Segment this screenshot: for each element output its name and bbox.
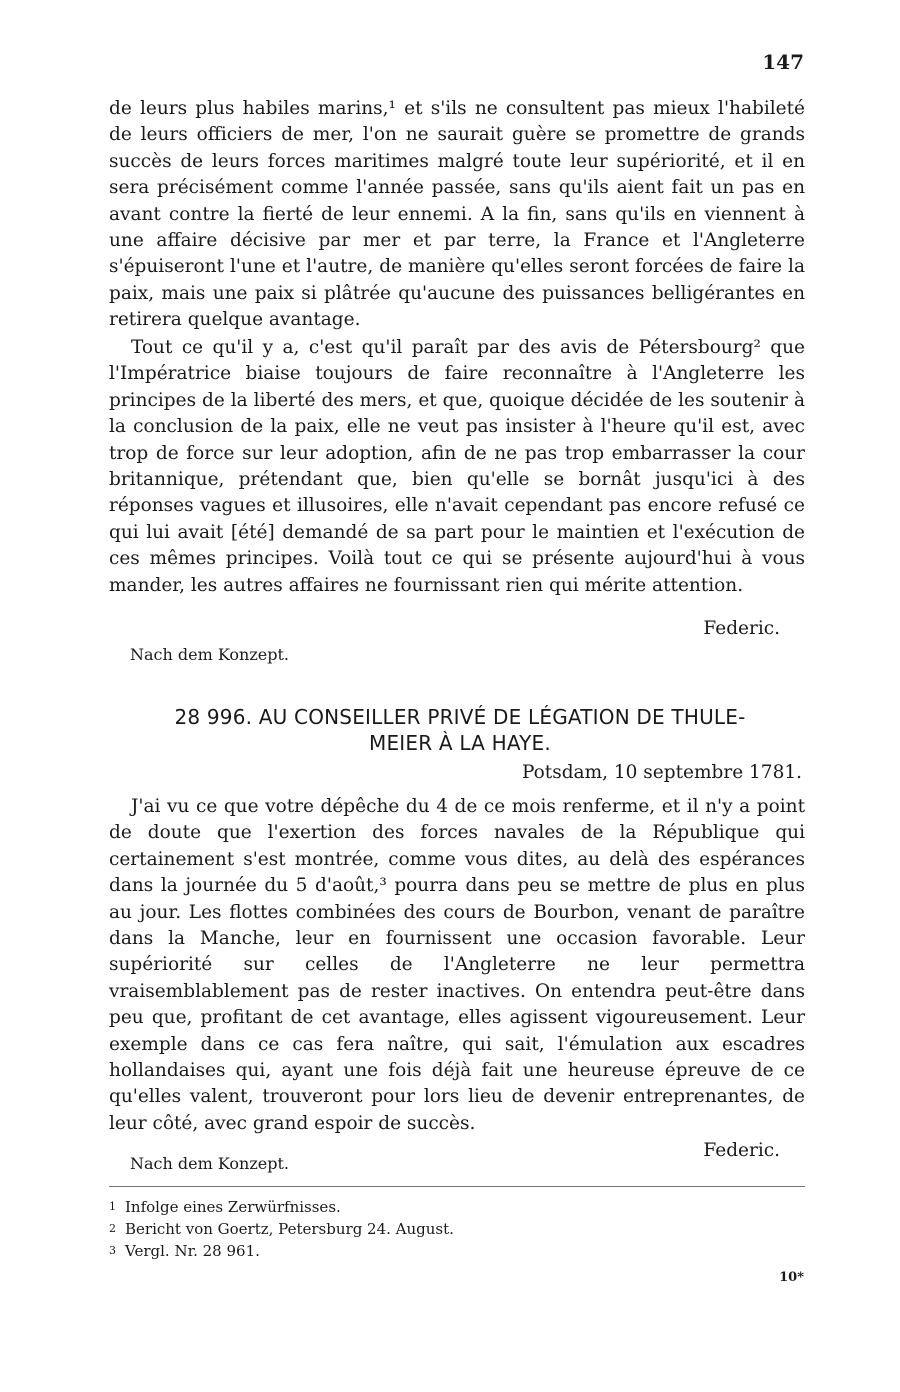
footnote-text: Infolge eines Zerwürfnisses. <box>125 1198 341 1216</box>
letter-heading-line-1: 28 996. AU CONSEILLER PRIVÉ DE LÉGATION DE THULE- <box>174 705 746 729</box>
dateline: Potsdam, 10 septembre 1781. <box>521 762 802 783</box>
footnote-text: Bericht von Goertz, Petersburg 24. August. <box>125 1220 454 1238</box>
footnote-mark: 3 <box>109 1244 116 1257</box>
footnote-1 <box>109 1196 454 1218</box>
signature-1: Federic. <box>703 618 780 639</box>
footnote-mark: 2 <box>109 1222 116 1235</box>
footnote-3 <box>109 1240 454 1262</box>
signature-2: Federic. <box>703 1140 780 1161</box>
footnote-mark: 1 <box>109 1200 116 1213</box>
letter-heading <box>130 704 790 756</box>
printer-signature-mark: 10* <box>779 1270 804 1285</box>
source-note-2: Nach dem Konzept. <box>130 1154 289 1173</box>
footnotes <box>109 1196 454 1262</box>
paragraph-1: de leurs plus habiles marins,¹ et s'ils ne consultent pas mieux l'habileté de leurs officiers de mer, l'on ne saurait guère se promettre de grands succès de leurs forces maritimes malgré toute leur supériorité, et il en sera précisément comme l'année passée, sans qu'ils aient fait un pas en avant contre la fierté de leur ennemi. A la fin, sans qu'ils en viennent à une affaire décisive par mer et par terre, la France et l'Angleterre s'épuiseront l'une et l'autre, de manière qu'elles seront forcées de faire la paix, mais une paix si plâtrée qu'aucune des puissances belligérantes en retirera quelque avantage. <box>109 98 805 331</box>
paragraph-2: Tout ce qu'il y a, c'est qu'il paraît par des avis de Pétersbourg² que l'Impératrice biaise toujours de faire reconnaître à l'Angleterre les principes de la liberté des mers, et que, quoique décidée de les soutenir à la conclusion de la paix, elle ne veut pas insister à l'heure qu'il est, avec trop de force sur leur adoption, afin de ne pas trop embarrasser la cour britannique, prétendant que, bien qu'elle se bornât jusqu'ici à des réponses vagues et illusoires, elle n'avait cependant pas encore refusé ce qui lui avait [été] demandé de sa part pour le maintien et l'exécution de ces mêmes principes. Voilà tout ce qui se présente aujourd'hui à vous mander, les autres affaires ne fournissant rien qui mérite attention. <box>109 337 805 596</box>
footnote-text: Vergl. Nr. 28 961. <box>125 1242 260 1260</box>
source-note-1: Nach dem Konzept. <box>130 645 289 664</box>
footnote-2 <box>109 1218 454 1240</box>
paragraph-3: J'ai vu ce que votre dépêche du 4 de ce mois renferme, et il n'y a point de doute que l'exertion des forces navales de la République qui certainement s'est montrée, comme vous dites, au delà des espérances dans la journée du 5 d'août,³ pourra dans peu se mettre de plus en plus au jour. Les flottes combinées des cours de Bourbon, venant de paraître dans la Manche, leur en fournissent une occasion favorable. Leur supériorité sur celles de l'Angleterre ne leur permettra vraisemblablement pas de rester inactives. On entendra peut-être dans peu que, profitant de cet avantage, elles agissent vigoureusement. Leur exemple dans ce cas fera naître, qui sait, l'émulation aux escadres hollandaises qui, ayant une fois déjà fait une heureuse épreuve de ce qu'elles valent, trouveront pour lors lieu de devenir entreprenantes, de leur côté, avec grand espoir de succès. <box>109 796 805 1134</box>
footnote-rule <box>109 1186 805 1187</box>
page-number: 147 <box>762 50 804 74</box>
letter-heading-line-2: MEIER À LA HAYE. <box>369 731 551 755</box>
